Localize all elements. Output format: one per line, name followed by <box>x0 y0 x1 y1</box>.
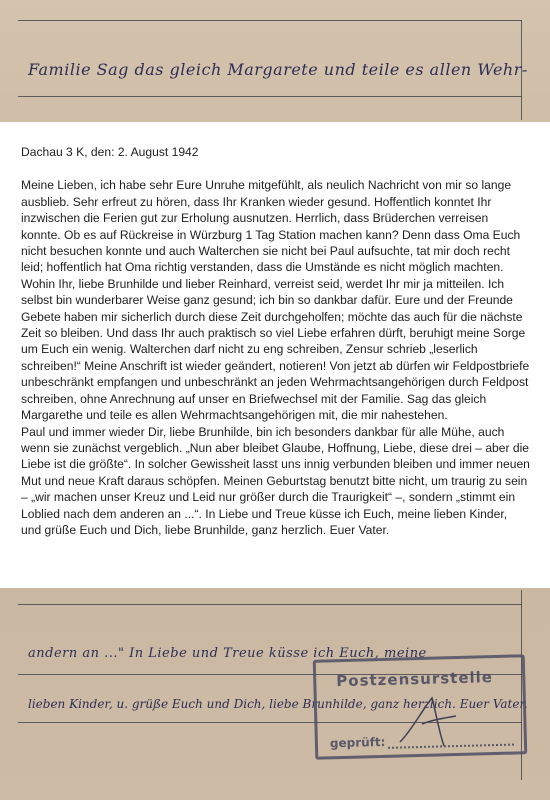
handwritten-line: andern an ..." In Liebe und Treue küsse ich Euch, meine <box>28 646 427 661</box>
handwritten-top-line: Familie Sag das gleich Margarete und teile es allen Wehr- <box>28 60 528 79</box>
ruled-line <box>18 96 522 97</box>
stamp-label: geprüft: <box>329 734 386 751</box>
handwritten-line: lieben Kinder, u. grüße Euch und Dich, liebe Brunhilde, ganz herzlich. Euer Vater. <box>28 697 528 711</box>
stamp-title: Postzensurstelle <box>336 668 494 691</box>
ruled-line <box>18 604 522 605</box>
transcription-panel <box>0 122 550 588</box>
ruled-line <box>18 20 522 21</box>
letter-date: Dachau 3 K, den: 2. August 1942 <box>21 145 199 159</box>
censor-signature <box>392 690 462 750</box>
letter-body: Meine Lieben, ich habe sehr Eure Unruhe mitgefühlt, als neulich Nachricht von mir so lange ausblieb. Sehr erfreut zu hören, dass Ihr Kranken wieder gesund. Hoffentlich konntet Ihr inzwischen die Ferien gut zur Erholung ausnutzen. Herrlich, dass Brüderchen verreisen konnte. Ob es auf Rückreise in Würzburg 1 Tag Station machen kann? Denn dass Oma Euch nicht besuchen konnte und auch Walterchen sie nicht bei Paul aufsuchte, tat mir doch recht leid; hoffentlich hat Oma richtig verstanden, dass die Umstände es nicht möglich machten. Wohin Ihr, liebe Brunhilde und lieber Reinhard, verreist seid, werdet Ihr mir ja mitteilen. Ich selbst bin wunderbarer Weise ganz gesund; ich bin so dankbar dafür. Eure und der Freunde Gebete haben mir sicherlich durch diese Zeit durchgeholfen; möchte das auch für die nächste Zeit so bleiben. Und dass Ihr auch praktisch so viel Liebe erfahren dürft, beruhigt meine Sorge um Euch ein wenig. Walterchen darf nicht zu eng schreiben, Zensur schrieb „leserlich schreiben!“ Meine Anschrift ist wieder geändert, notieren! Von jetzt ab dürfen wir Feldpostbriefe unbeschränkt empfangen und unbeschränkt an jeden Wehrmachtsangehörigen durch Feldpost schreiben, ohne Anrechnung auf unser en Briefwechsel mit der Familie. Sag das gleich Margarethe und teile es allen Wehrmachtsangehörigen mit, die mir nahestehen. Paul und immer wieder Dir, liebe Brunhilde, bin ich besonders dankbar für alle Mühe, auch wenn sie zunächst vergeblich. „Nun aber bleibet Glaube, Hoffnung, Liebe, diese drei – aber die Liebe ist die größte“. In solcher Gewissheit lasst uns innig verbunden bleiben und immer neuen Mut und neue Kraft daraus schöpfen. Meinen Geburtstag benutzt bitte nicht, um traurig zu sein – „wir machen unser Kreuz und Leid nur größer durch die Traurigkeit“ –, sondern „stimmt ein Loblied nach dem anderen an ...“. In Liebe und Treue küsse ich Euch, meine lieben Kinder, und grüße Euch und Dich, liebe Brunhilde, ganz herzlich. Euer Vater. <box>21 178 530 537</box>
